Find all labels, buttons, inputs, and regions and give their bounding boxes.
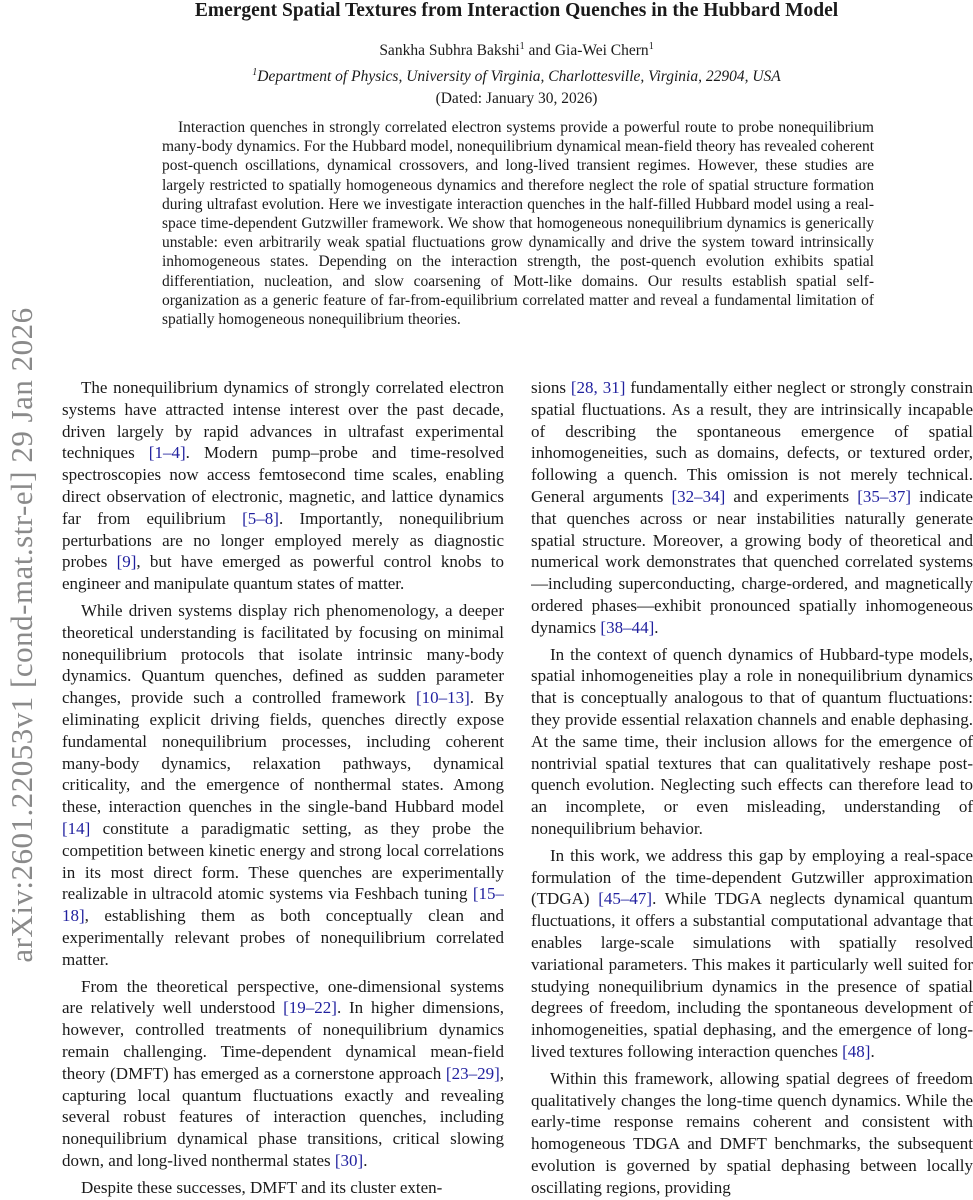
body-paragraph: In this work, we address this gap by employing a real-space formulation of the time-dependent Gutzwiller approximation (TDGA) [45–47]. While TDGA neglects dynamical quantum fluctuations, it offers a substantial computational advantage that enables large-scale simulations with spatially resolved variational parameters. This makes it particularly well suited for studying nonequilibrium dynamics in the presence of spatial degrees of freedom, including the spontaneous development of inhomogeneities, spatial dephasing, and the emergence of long-lived textures following interaction quenches [48]. (531, 845, 973, 1061)
arxiv-sidebar (0, 0, 44, 1200)
affiliation-text: Department of Physics, University of Virginia, Charlottesville, Virginia, 22904, USA (257, 68, 781, 85)
citation-link[interactable]: [14] (62, 818, 91, 838)
author-name: Gia-Wei Chern (554, 42, 649, 59)
citation-link[interactable]: [9] (116, 552, 137, 572)
citation-link[interactable]: [28, 31] (570, 378, 626, 397)
citation-link[interactable]: [48] (842, 1041, 871, 1061)
citation-link[interactable]: [38–44] (600, 617, 655, 637)
author-affiliation-mark: 1 (519, 40, 525, 52)
citation-link[interactable]: [15–18] (62, 884, 504, 926)
paper-title: Emergent Spatial Textures from Interaction Quenches in the Hubbard Model (194, 0, 839, 21)
affiliation (60, 68, 973, 86)
body-paragraph: In the context of quench dynamics of Hubbard-type models, spatial inhomogeneities play a role in nonequilibrium dynamics that is conceptually analogous to that of quantum fluctuations: they provide essential relaxation channels and enable dephasing. At the same time, their inclusion allows for the emergence of nontrivial spatial textures that can qualitatively reshape post-quench evolution. Neglecting such effects can therefore lead to an incomplete, or even misleading, understanding of nonequilibrium behavior. (531, 644, 973, 838)
arxiv-identifier: arXiv:2601.22053v1 [cond-mat.str-el] 29 Jan 2026 (4, 307, 39, 963)
citation-link[interactable]: [45–47] (598, 889, 653, 909)
citation-link[interactable]: [35–37] (857, 486, 912, 506)
right-column (531, 377, 973, 1200)
left-column (62, 377, 504, 1200)
author-name: Sankha Subhra Bakshi (379, 42, 520, 59)
citation-link[interactable]: [32–34] (671, 486, 726, 506)
author-affiliation-mark: 1 (648, 40, 654, 52)
citation-link[interactable]: [5–8] (242, 508, 279, 528)
body-paragraph: From the theoretical perspective, one-dimensional systems are relatively well understood [19–22]. In higher dimensions, however, controlled treatments of nonequilibrium dynamics remain challenging. Time-dependent dynamical mean-field theory (DMFT) has emerged as a cornerstone approach [23–29], capturing local quantum fluctuations exactly and revealing several robust features of interaction quenches, including nonequilibrium dynamical phase transitions, critical slowing down, and long-lived nonthermal states [30]. (62, 976, 504, 1170)
abstract: Interaction quenches in strongly correlated electron systems provide a powerful route to probe nonequilibrium many-body dynamics. For the Hubbard model, nonequilibrium dynamical mean-field theory has revealed coherent post-quench oscillations, dynamical crossovers, and long-lived transient regimes. However, these studies are largely restricted to spatially homogeneous dynamics and therefore neglect the role of spatial structure formation during ultrafast evolution. Here we investigate interaction quenches in the half-filled Hubbard model using a real-space time-dependent Gutzwiller framework. We show that homogeneous nonequilibrium dynamics is generically unstable: even arbitrarily weak spatial fluctuations grow dynamically and drive the system toward intrinsically inhomogeneous states. Depending on the interaction strength, the post-quench evolution exhibits spatial differentiation, nucleation, and slow coarsening of Mott-like domains. Our results establish spatial self-organization as a generic feature of far-from-equilibrium correlated matter and reveal a fundamental limitation of spatially homogeneous nonequilibrium theories. (162, 119, 874, 329)
affiliation-mark: 1 (252, 66, 258, 78)
body-paragraph: While driven systems display rich phenomenology, a deeper theoretical understanding is facilitated by focusing on minimal nonequilibrium protocols that isolate intrinsic many-body dynamics. Quantum quenches, defined as sudden parameter changes, provide such a controlled framework [10–13]. By eliminating explicit driving fields, quenches directly expose fundamental nonequilibrium processes, including coherent many-body dynamics, relaxation pathways, dynamical criticality, and the emergence of nonthermal states. Among these, interaction quenches in the single-band Hubbard model [14] constitute a paradigmatic setting, as they probe the competition between kinetic energy and strong local correlations in its most direct form. These quenches are experimentally realizable in ultracold atomic systems via Feshbach tuning [15–18], establishing them as both conceptually clean and experimentally relevant probes of nonequilibrium correlated matter. (62, 600, 504, 969)
body-paragraph: Despite these successes, DMFT and its cluster exten- (81, 1177, 443, 1197)
body-paragraph: Within this framework, allowing spatial degrees of freedom qualitatively changes the long-time quench dynamics. While the early-time response remains coherent and consistent with homogeneous TDGA and DMFT benchmarks, the subsequent evolution is governed by spatial dephasing between locally oscillating regions, providing (531, 1068, 973, 1197)
citation-link[interactable]: [10–13] (415, 688, 470, 708)
date-line: (Dated: January 30, 2026) (435, 90, 598, 107)
author-conjunction: and (524, 42, 555, 59)
citation-link[interactable]: [1–4] (148, 443, 186, 463)
citation-link[interactable]: [23–29] (445, 1063, 500, 1083)
citation-link[interactable]: [30] (334, 1150, 364, 1170)
author-list (60, 42, 973, 60)
body-paragraph: The nonequilibrium dynamics of strongly correlated electron systems have attracted intense interest over the past decade, driven largely by rapid advances in ultrafast experimental techniques [1–4]. Modern pump–probe and time-resolved spectroscopies now access femtosecond time scales, enabling direct observation of electronic, magnetic, and lattice dynamics far from equilibrium [5–8]. Importantly, nonequilibrium perturbations are no longer employed merely as diagnostic probes [9], but have emerged as powerful control knobs to engineer and manipulate quantum states of matter. (62, 378, 504, 594)
citation-link[interactable]: [19–22] (283, 998, 337, 1018)
body-paragraph: sions [28, 31] fundamentally either neglect or strongly constrain spatial fluctuations. As a result, they are intrinsically incapable of describing the spontaneous emergence of spatial inhomogeneities, such as domains, defects, or textured order, following a quench. This omission is not merely technical. General arguments [32–34] and experiments [35–37] indicate that quenches across or near instabilities naturally generate spatial structure. Moreover, a growing body of theoretical and numerical work demonstrates that quenched correlated systems—including superconducting, charge-ordered, and magnetically ordered phases—exhibit pronounced spatially inhomogeneous dynamics [38–44]. (531, 378, 973, 637)
